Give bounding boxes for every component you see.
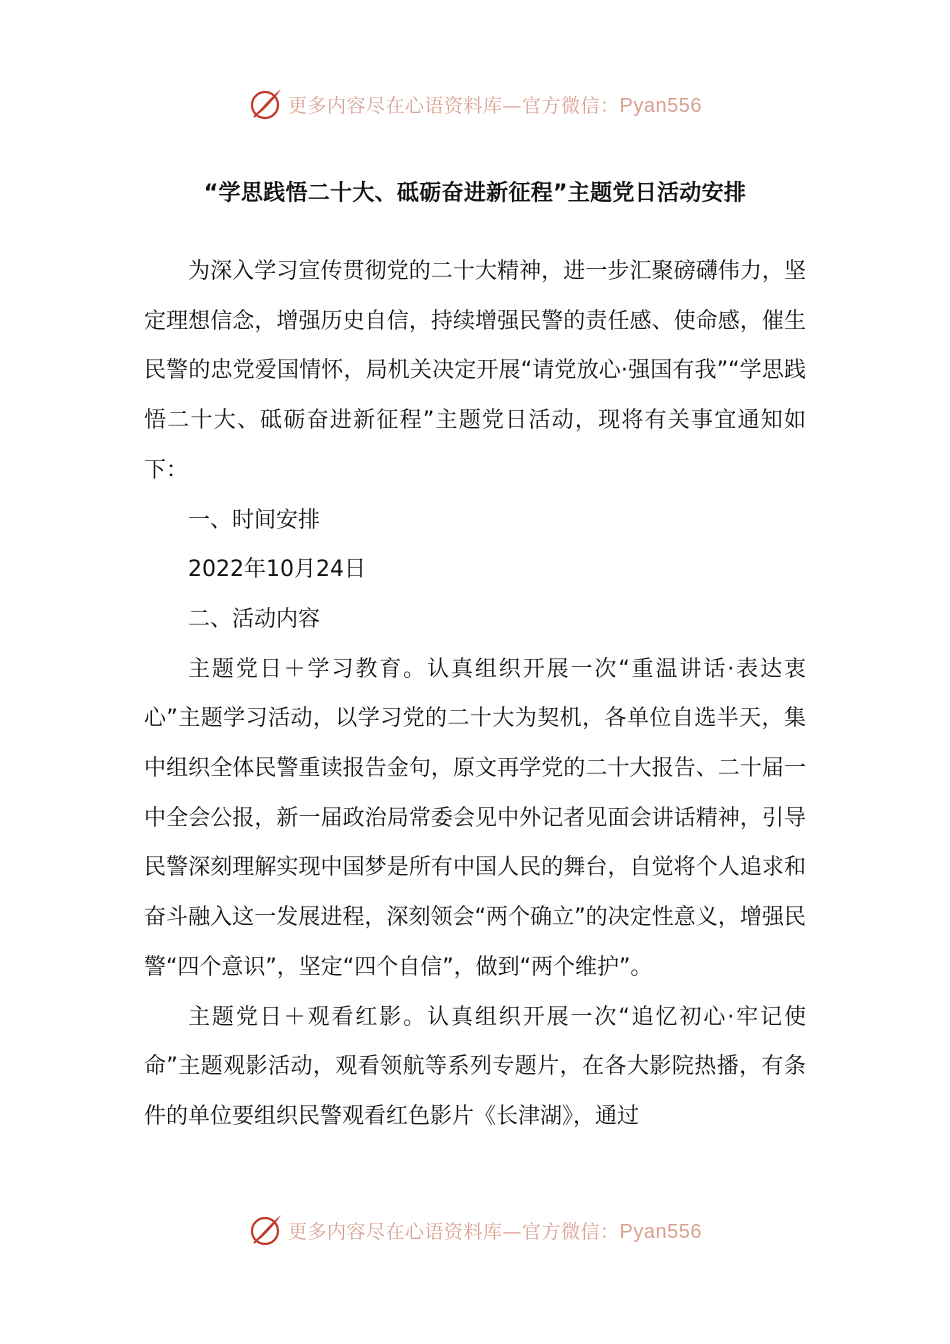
quill-pen-logo-icon [248,1212,284,1248]
watermark-wechat-id: Pyan556 [619,94,702,117]
watermark-text: 更多内容尽在心语资料库—官方微信： [288,1220,620,1243]
paragraph-date: 2022年10月24日 [188,557,366,583]
paragraph-intro: 为深入学习宣传贯彻党的二十大精神，进一步汇聚磅礴伟力，坚定理想信念，增强历史自信，持续增强民警的责任感、使命感，催生民警的忠党爱国情怀，局机关决定开展“请党放心·强国有我”“学思践悟二十大、砥砺奋进新征程”主题党日活动，现将有关事宜通知如下： [144,259,806,483]
paragraph-study: 主题党日＋学习教育。认真组织开展一次“重温讲话·表达衷心”主题学习活动，以学习党的二十大为契机，各单位自选半天，集中组织全体民警重读报告金句，原文再学党的二十大报告、二十届一中全会公报，新一届政治局常委会见中外记者见面会讲话精神，引导民警深刻理解实现中国梦是所有中国人民的舞台，自觉将个人追求和奋斗融入这一发展进程，深刻领会“两个确立”的决定性意义，增强民警“四个意识”，坚定“四个自信”，做到“两个维护”。 [144,656,806,980]
section-heading-content: 二、活动内容 [188,606,321,632]
watermark-text: 更多内容尽在心语资料库—官方微信： [288,94,620,117]
document-title: “学思践悟二十大、砥砺奋进新征程”主题党日活动安排 [203,181,747,206]
watermark-wechat-id: Pyan556 [619,1220,702,1243]
paragraph-film: 主题党日＋观看红影。认真组织开展一次“追忆初心·牢记使命”主题观影活动，观看领航等系列专题片，在各大影院热播，有条件的单位要组织民警观看红色影片《长津湖》，通过 [144,1004,806,1129]
header-watermark [0,82,950,126]
document-body [144,247,806,1142]
quill-pen-logo-icon [248,86,284,122]
footer-watermark [0,1208,950,1252]
section-heading-time: 一、时间安排 [188,507,321,533]
